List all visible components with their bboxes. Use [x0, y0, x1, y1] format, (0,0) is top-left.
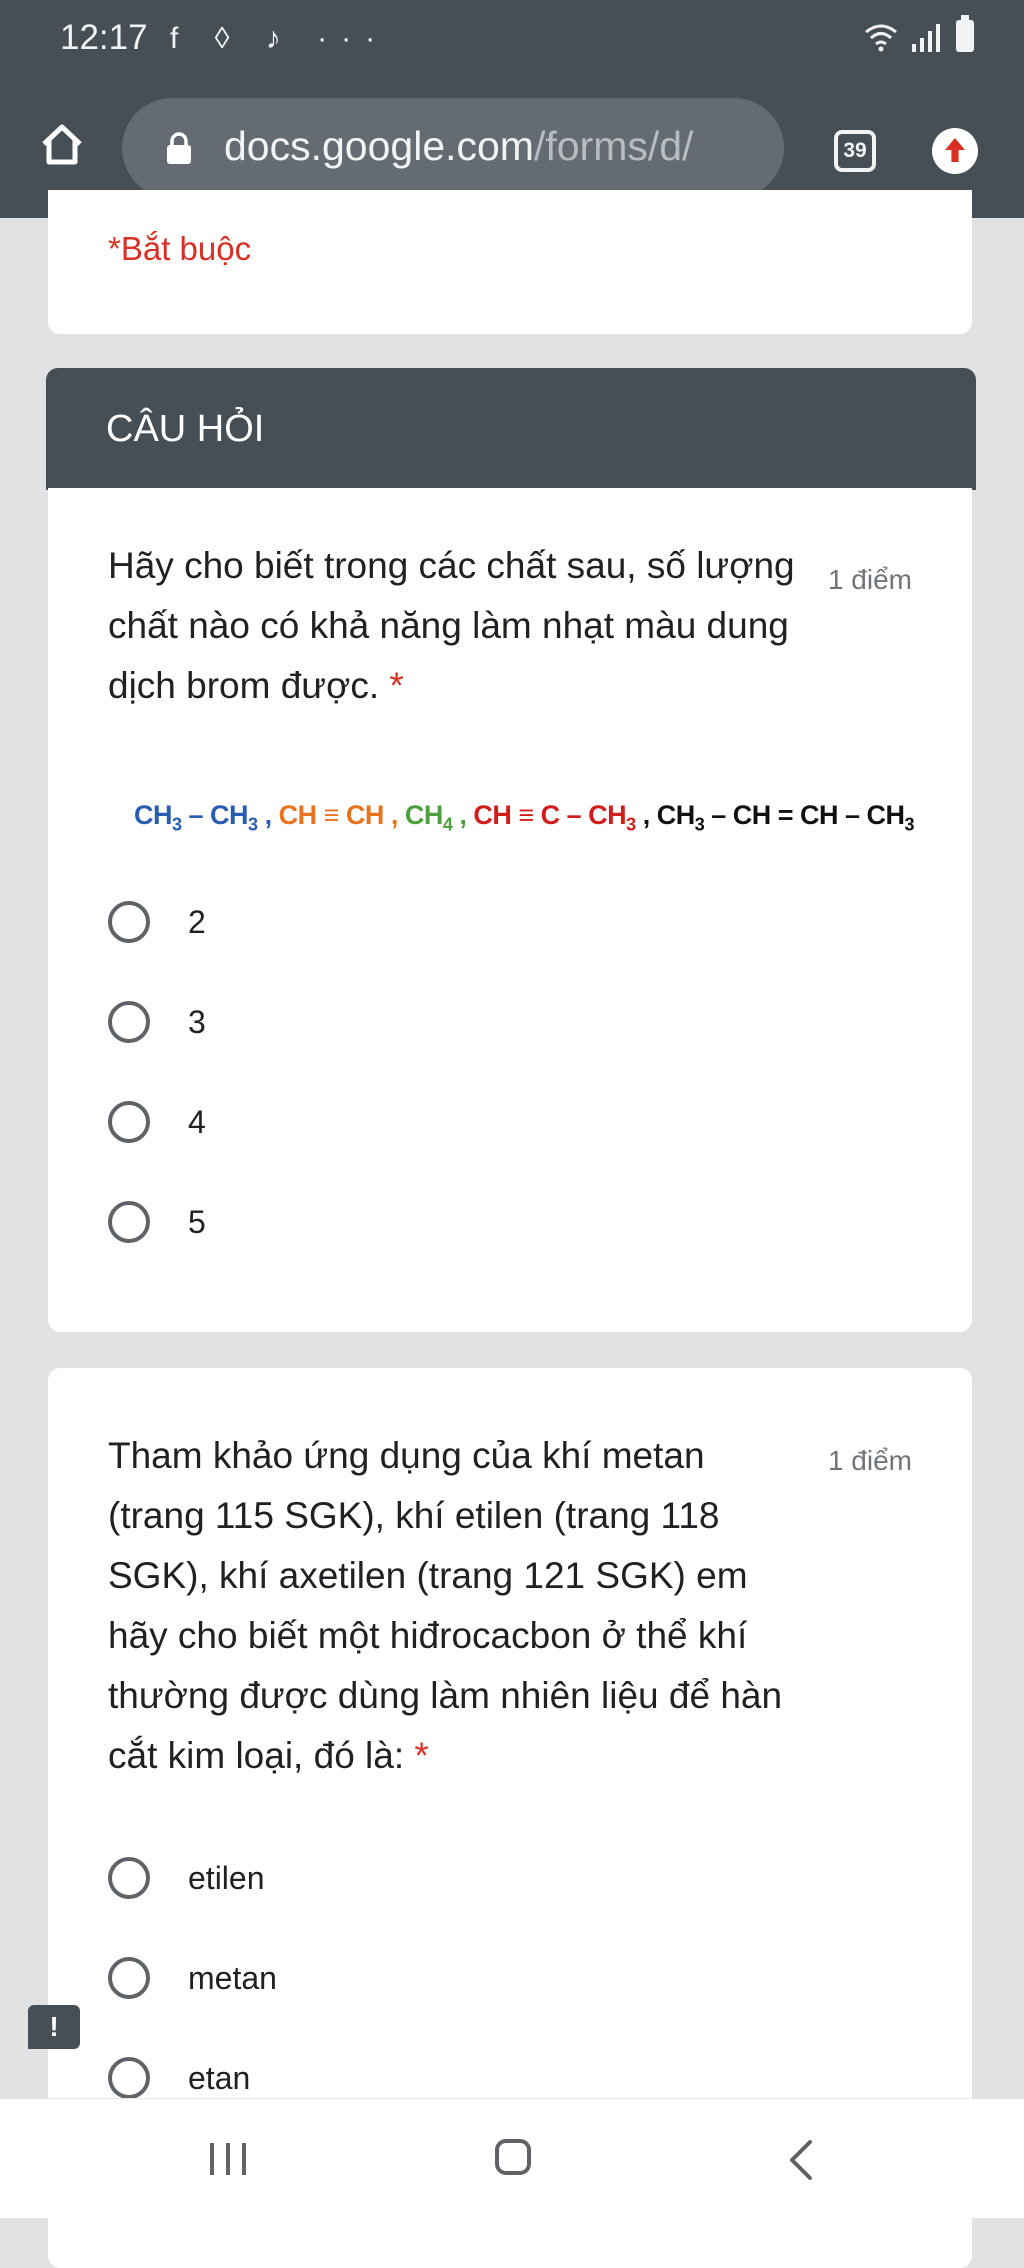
answer-option[interactable] [108, 892, 206, 952]
system-nav-bar [0, 2098, 1024, 2218]
points-label: 1 điểm [827, 1445, 912, 1476]
wifi-icon [864, 22, 898, 52]
radio-button[interactable] [108, 1101, 150, 1143]
radio-button[interactable] [108, 2057, 150, 2099]
status-bar [0, 0, 1024, 80]
radio-button[interactable] [108, 1857, 150, 1899]
question-card [48, 488, 972, 1332]
question-title: Tham khảo ứng dụng của khí metan (trang 115 SGK), khí etilen (trang 118 SGK), khí axetilen (trang 121 SGK) em hãy cho biết một hiđrocacbon ở thể khí thường được dùng làm nhiên liệu để hàn cắt kim loại, đó là: [108, 1435, 783, 1776]
recents-icon[interactable] [208, 2141, 248, 2177]
question-text [108, 536, 808, 716]
status-time: 12:17 [60, 18, 148, 57]
question-title: Hãy cho biết trong các chất sau, số lượng chất nào có khả năng làm nhạt màu dung dịch brom được. [108, 545, 795, 706]
required-asterisk: * [414, 1735, 429, 1776]
battery-icon [956, 20, 974, 52]
section-title: CÂU HỎI [106, 408, 265, 450]
option-label: 4 [188, 1103, 206, 1140]
formula-ethane: $CH_3 - CH_3$ [134, 800, 258, 835]
option-label: 2 [188, 903, 206, 940]
browser-chrome [0, 0, 1024, 218]
radio-button[interactable] [108, 1001, 150, 1043]
form-header-card [48, 190, 972, 334]
chemical-formula-list: $CH_3 - CH_3$ , CH ≡ CH , $CH_4$ , CH ≡ C – $CH_3$ , $CH_3$ – CH = CH – $CH_3$ [134, 800, 915, 835]
option-label: 3 [188, 1003, 206, 1040]
radio-button[interactable] [108, 1201, 150, 1243]
answer-option[interactable] [108, 992, 206, 1052]
signal-icon [910, 22, 944, 52]
notification-icons: f ◊ ♪ ··· [170, 22, 390, 55]
option-label: metan [188, 1959, 277, 1996]
tab-switcher-button[interactable]: 39 [834, 130, 876, 172]
nav-home-icon[interactable] [495, 2139, 531, 2175]
answer-option[interactable] [108, 1192, 206, 1252]
formula-methane: $CH_4$ [404, 800, 453, 835]
required-asterisk: * [389, 665, 404, 706]
required-note: *Bắt buộc [108, 230, 252, 267]
question-text [108, 1426, 808, 1786]
formula-propyne: CH ≡ C – $CH_3$ [473, 800, 636, 835]
section-header [46, 368, 976, 490]
update-menu-button[interactable] [932, 128, 978, 174]
url-text [224, 123, 693, 170]
answer-option[interactable] [108, 1092, 206, 1152]
option-label: etan [188, 2059, 251, 2096]
formula-acetylene: CH ≡ CH [278, 800, 384, 830]
url-bar[interactable] [122, 98, 784, 198]
option-label: etilen [188, 1859, 265, 1896]
formula-butene: $CH_3$ – CH = CH – $CH_3$ [656, 800, 915, 835]
report-feedback-icon[interactable]: ! [28, 2005, 80, 2049]
radio-button[interactable] [108, 1957, 150, 1999]
answer-option[interactable] [108, 1848, 265, 1908]
answer-option[interactable] [108, 1948, 277, 2008]
back-icon[interactable] [786, 2139, 816, 2181]
points-label: 1 điểm [827, 564, 912, 595]
radio-button[interactable] [108, 901, 150, 943]
home-icon[interactable] [38, 120, 86, 168]
url-domain: docs.google.com [224, 123, 534, 169]
status-indicators [864, 20, 974, 52]
lock-icon [166, 131, 192, 165]
option-label: 5 [188, 1203, 206, 1240]
url-path: /forms/d/ [533, 123, 694, 169]
